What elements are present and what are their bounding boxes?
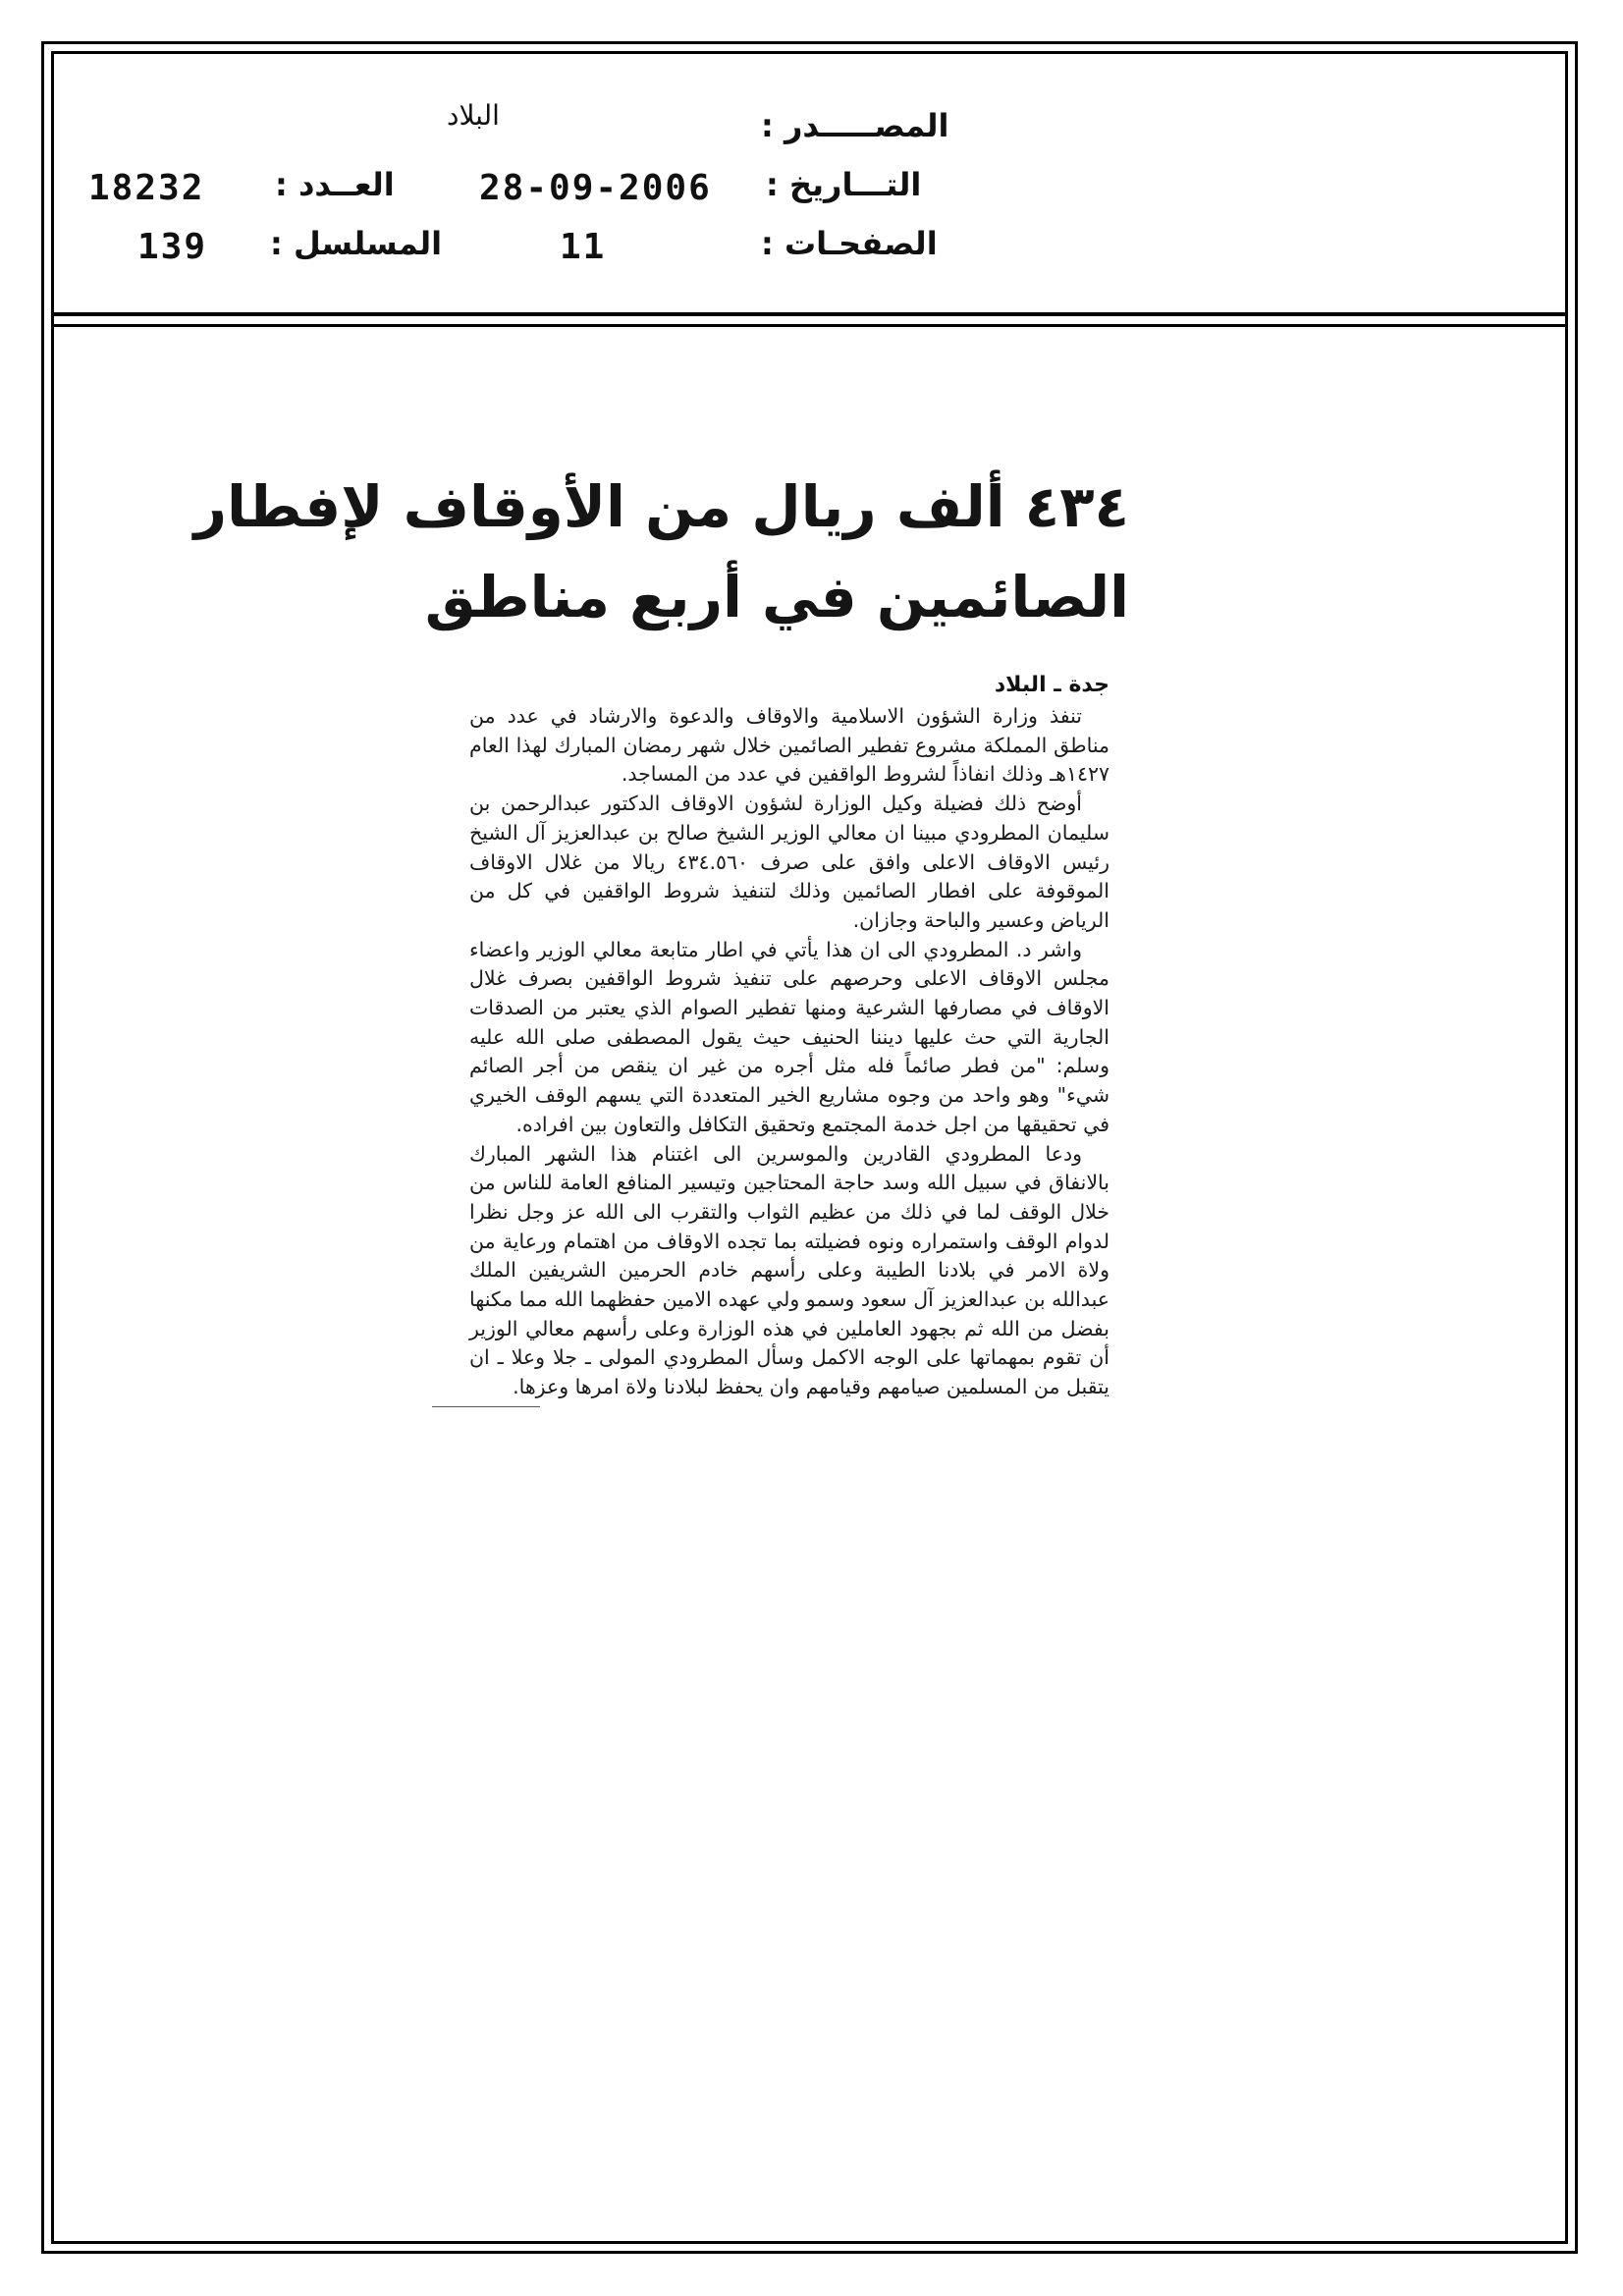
article-headline	[193, 462, 1129, 642]
issue-label: العــدد :	[275, 166, 395, 203]
article-paragraph: أوضح ذلك فضيلة وكيل الوزارة لشؤون الاوقاف الدكتور عبدالرحمن بن سليمان المطرودي مبينا ان معالي الوزير الشيخ صالح بن عبدالعزيز آل الشيخ رئيس الاوقاف الاعلى وافق على صرف ٤٣٤.٥٦٠ ريالا من غلال الاوقاف الموقوفة على افطار الصائمين وذلك لتنفيذ شروط الواقفين في كل من الرياض وعسير والباحة وجازان.	[469, 792, 1109, 932]
article-body	[469, 702, 1109, 1402]
pages-label: الصفحـات :	[761, 225, 938, 262]
article-paragraph: تنفذ وزارة الشؤون الاسلامية والاوقاف والدعوة والارشاد في عدد من مناطق المملكة مشروع تفطير الصائمين خلال شهر رمضان المبارك لهذا العام ١٤٢٧هـ وذلك انفاذاً لشروط الواقفين في عدد من المساجد.	[469, 704, 1109, 787]
source-label: المصـــــدر :	[761, 107, 949, 144]
date-value: 28-09-2006	[479, 168, 712, 208]
source-value: البلاد	[447, 99, 500, 132]
article-dateline: جدة ـ البلاد	[994, 673, 1109, 697]
article-end-rule	[432, 1406, 540, 1407]
headline-line-1: ٤٣٤ ألف ريال من الأوقاف لإفطار	[193, 473, 1129, 540]
article-paragraph: ودعا المطرودي القادرين والموسرين الى اغتنام هذا الشهر المبارك بالانفاق في سبيل الله وسد حاجة المحتاجين وتيسير المنافع العامة للناس من خلال الوقف لما في ذلك من عظيم الثواب والتقرب الى الله عز وجل نظرا لدوام الوقف واستمراره ونوه فضيلته بما تجده الاوقاف من اهتمام ورعاية من ولاة الامر في بلادنا الطيبة وعلى رأسهم خادم الحرمين الشريفين الملك عبدالله بن عبدالعزيز آل سعود وسمو ولي عهده الامين حفظهما الله مما مكنها بفضل من الله ثم بجهود العاملين في هذه الوزارة وعلى رأسهم معالي الوزير أن تقوم بمهماتها على الوجه الاكمل وسأل المطرودي المولى ـ جلا وعلا ـ ان يتقبل من المسلمين صيامهم وقيامهم وان يحفظ لبلادنا ولاة امرها وعزها.	[469, 1141, 1109, 1399]
pages-value: 11	[560, 227, 607, 267]
issue-value: 18232	[88, 168, 205, 208]
serial-label: المسلسل :	[270, 225, 443, 262]
header-divider-secondary	[51, 324, 1568, 327]
serial-value: 139	[137, 227, 208, 267]
headline-line-2: الصائمين في أربع مناطق	[424, 564, 1129, 630]
header-divider	[51, 312, 1568, 316]
article-paragraph: واشر د. المطرودي الى ان هذا يأتي في اطار متابعة معالي الوزير واعضاء مجلس الاوقاف الاعلى وحرصهم على تنفيذ شروط الواقفين بصرف غلال الاوقاف في مصارفها الشرعية ومنها تفطير الصوام الذي يعتبر من الصدقات الجارية التي حث عليها ديننا الحنيف حيث يقول المصطفى صلى الله عليه وسلم: "من فطر صائماً فله مثل أجره من غير ان ينقص من أجر الصائم شيء" وهو واحد من وجوه مشاريع الخير المتعددة التي يسهم الوقف الخيري في تحقيقها من اجل خدمة المجتمع وتحقيق التكافل والتعاون بين افراده.	[469, 937, 1109, 1136]
date-label: التـــاريخ :	[766, 166, 922, 203]
